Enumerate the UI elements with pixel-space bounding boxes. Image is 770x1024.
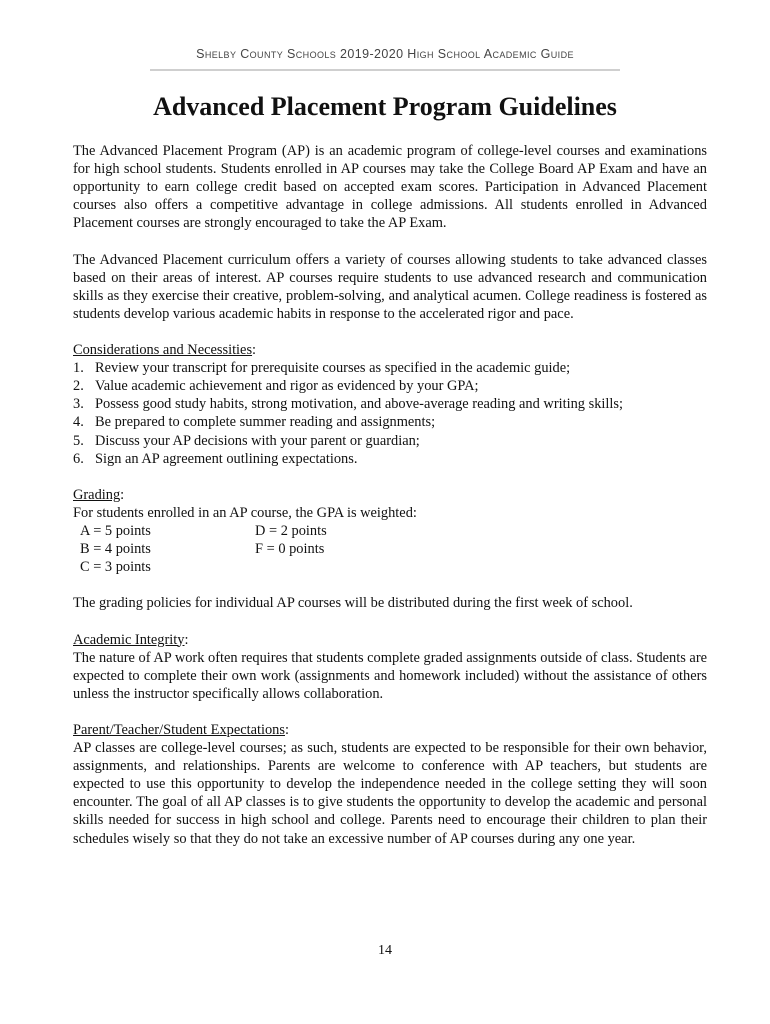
list-number: 2. [73, 378, 84, 395]
list-item [73, 432, 707, 450]
grading-heading-line: Grading: [73, 486, 125, 503]
integrity-heading: Academic Integrity [73, 631, 185, 648]
grade-value: D = 2 points [255, 522, 327, 539]
intro-paragraph-2: The Advanced Placement curriculum offers a variety of courses allowing students to take advanced classes based on their areas of interest. AP courses require students to use advanced research and communication skills as they exercise their creative, problem-solving, and analytical acumen. College readiness is fostered as students develop various academic habits in response to the accelerated rigor and pace. [73, 251, 707, 322]
list-text: Value academic achievement and rigor as evidenced by your GPA; [95, 378, 479, 395]
list-item [73, 359, 707, 377]
running-header: Shelby County Schools 2019-2020 High School Academic Guide [196, 47, 574, 61]
header-divider [150, 69, 620, 71]
document-body [73, 142, 707, 866]
page-title: Advanced Placement Program Guidelines [153, 92, 617, 121]
list-number: 4. [73, 414, 84, 431]
considerations-list [73, 359, 707, 468]
list-number: 3. [73, 396, 84, 413]
grading-intro: For students enrolled in an AP course, the GPA is weighted: [73, 504, 417, 521]
list-number: 6. [73, 450, 84, 467]
list-number: 1. [73, 360, 84, 377]
list-text: Discuss your AP decisions with your parent or guardian; [95, 432, 420, 449]
list-item [73, 413, 707, 431]
grade-row [73, 540, 707, 558]
list-item [73, 377, 707, 395]
list-text: Possess good study habits, strong motivation, and above-average reading and writing skills; [95, 396, 623, 413]
expectations-heading-line: Parent/Teacher/Student Expectations: [73, 722, 289, 738]
list-item [73, 450, 707, 468]
list-text: Be prepared to complete summer reading and assignments; [95, 414, 436, 431]
grade-row [73, 522, 707, 540]
intro-paragraph-1: The Advanced Placement Program (AP) is an academic program of college-level courses and examinations for high school students. Students enrolled in AP courses may take the College Board AP Exam and have an opportunity to earn college credit based on accepted exam scores. Participation in Advanced Placement courses also offers a competitive advantage in college admissions. All students enrolled in Advanced Placement courses are strongly encouraged to take the AP Exam. [73, 143, 707, 232]
list-text: Review your transcript for prerequisite courses as specified in the academic guide; [95, 360, 571, 377]
grade-row [73, 558, 707, 576]
grade-value: C = 3 points [80, 559, 151, 576]
expectations-heading: Parent/Teacher/Student Expectations [73, 722, 285, 738]
grade-value: A = 5 points [80, 522, 151, 539]
list-number: 5. [73, 432, 84, 449]
grading-policy: The grading policies for individual AP courses will be distributed during the first week of school. [73, 595, 633, 612]
grading-heading: Grading [73, 486, 121, 503]
page-number: 14 [378, 943, 392, 958]
grading-scale [73, 522, 707, 576]
list-item [73, 395, 707, 413]
integrity-paragraph: The nature of AP work often requires that students complete graded assignments outside of class. Students are expected to complete their own work (assignments and homework included) without the assistance of others unless the instructor specifically allows collaboration. [73, 649, 707, 702]
considerations-heading-line: Considerations and Necessities: [73, 342, 257, 359]
considerations-heading: Considerations and Necessities [73, 342, 253, 359]
grade-value: B = 4 points [80, 541, 151, 558]
integrity-heading-line: Academic Integrity: [73, 631, 189, 648]
list-text: Sign an AP agreement outlining expectations. [95, 450, 358, 467]
expectations-paragraph: AP classes are college-level courses; as such, students are expected to be responsible for their own behavior, assignments, and relationships. Parents are welcome to conference with AP teachers, but students are expected to use this opportunity to develop the independence needed in the college setting they will soon encounter. The goal of all AP classes is to give students the opportunity to develop the academic and personal skills needed for success in high school and college. Parents need to encourage their children to plan their schedules wisely so that they do not take an excessive number of AP courses during any one year. [73, 740, 707, 847]
grade-value: F = 0 points [255, 541, 325, 558]
